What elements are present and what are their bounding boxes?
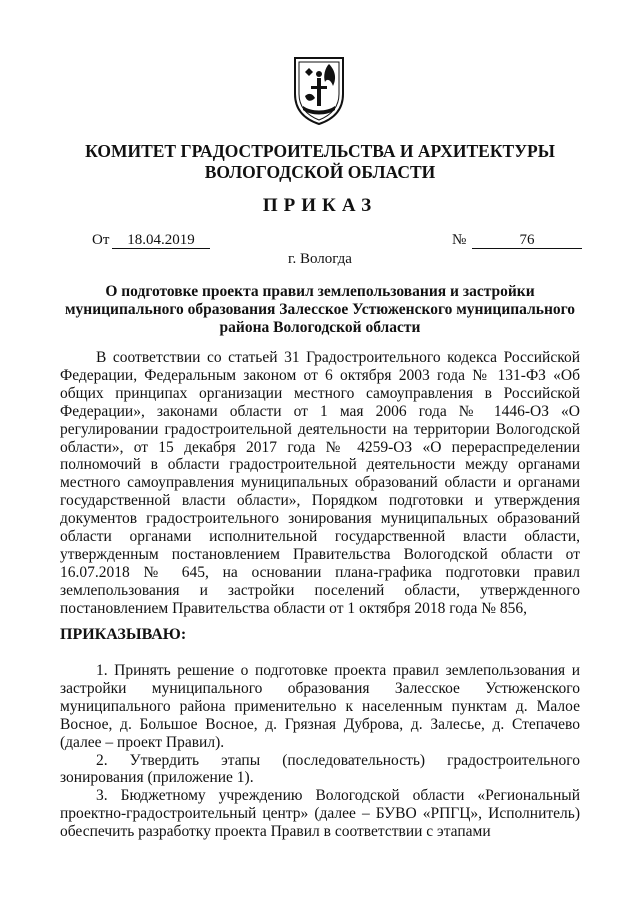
organization-line-2: ВОЛОГОДСКОЙ ОБЛАСТИ <box>204 162 436 182</box>
order-word: ПРИКАЗЫВАЮ: <box>60 626 187 643</box>
organization-line-1: КОМИТЕТ ГРАДОСТРОИТЕЛЬСТВА И АРХИТЕКТУРЫ <box>85 141 555 161</box>
organization-name <box>60 141 580 183</box>
document-number: 76 <box>472 232 582 249</box>
document-date: 18.04.2019 <box>112 232 210 249</box>
city: г. Вологда <box>288 251 352 267</box>
date-label: От <box>92 232 110 248</box>
preamble-paragraph: В соответствии со статьей 31 Градостроительного кодекса Российской Федерации, Федеральным законом от 6 октября 2003 года № 131-ФЗ «Об общих принципах организации местного самоуправления в Российской Федерации», законами области от 1 мая 2006 года № 1446-ОЗ «О регулировании градостроительной деятельности на территории Вологодской области», от 15 декабря 2017 года № 4259-ОЗ «О перераспределении полномочий в области градостроительной деятельности между органами местного самоуправления муниципальных образований области и органами государственной власти области», Порядком подготовки и утверждения документов градостроительного зонирования муниципальных образований области органами исполнительной государственной власти области, утвержденным постановлением Правительства Вологодской области от 16.07.2018 № 645, на основании плана-графика подготовки правил землепользования и застройки поселений области, утвержденного постановлением Правительства области от 1 октября 2018 года № 856, <box>60 349 580 617</box>
vologda-coat-of-arms-icon <box>291 56 347 126</box>
document-type: ПРИКАЗ <box>262 195 378 216</box>
order-items <box>60 662 580 841</box>
order-item-1: 1. Принять решение о подготовке проекта правил землепользования и застройки муниципального образования Залесское Устюженского муниципального района применительно к населенным пунктам д. Малое Восное, д. Большое Восное, д. Грязная Дуброва, д. Залесье, д. Степачево (далее – проект Правил). <box>60 662 580 751</box>
number-label: № <box>452 232 467 248</box>
order-item-3: 3. Бюджетному учреждению Вологодской области «Региональный проектно-градостроительный центр» (далее – БУВО «РПГЦ», Исполнитель) обеспечить разработку проекта Правил в соответствии с этапами <box>60 787 580 841</box>
order-item-2: 2. Утвердить этапы (последовательность) градостроительного зонирования (приложение 1). <box>60 751 580 787</box>
document-subject: О подготовке проекта правил землепользования и застройки муниципального образования Залесское Устюженского муниципального района Вологодской области <box>64 283 576 336</box>
